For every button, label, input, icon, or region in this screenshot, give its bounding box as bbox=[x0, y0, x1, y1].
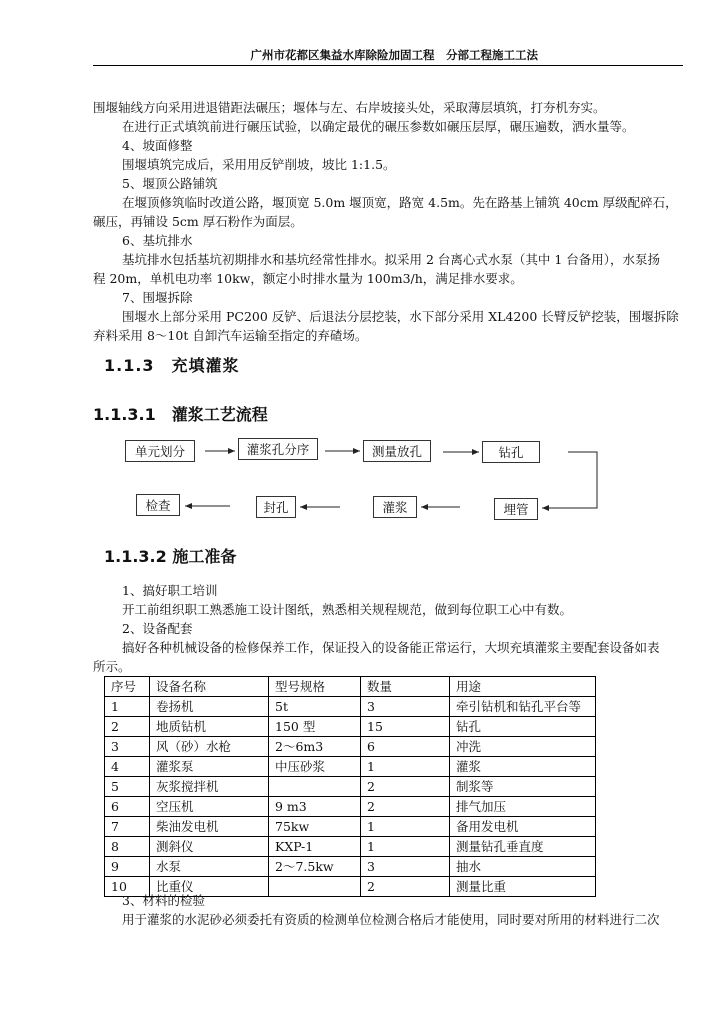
table-cell bbox=[269, 877, 361, 897]
flow-step-grouting: 灌浆 bbox=[373, 496, 417, 518]
table-row bbox=[105, 717, 596, 737]
table-cell: 150 型 bbox=[269, 717, 361, 737]
table-cell: 2～6m3 bbox=[269, 737, 361, 757]
prep-item-training: 1、搞好职工培训 bbox=[122, 583, 218, 598]
table-cell: 10 bbox=[105, 877, 150, 897]
table-cell: 1 bbox=[361, 817, 450, 837]
section-heading-1-1-3-2: 1.1.3.2 施工准备 bbox=[104, 547, 237, 566]
table-cell: 排气加压 bbox=[450, 797, 596, 817]
table-cell: 3 bbox=[361, 857, 450, 877]
table-cell: 牵引钻机和钻孔平台等 bbox=[450, 697, 596, 717]
paragraph: 围堰水上部分采用 PC200 反铲、后退法分层挖装，水下部分采用 XL4200 长臂反铲挖装，围堰拆除 bbox=[122, 309, 679, 324]
flow-step-inspection: 检查 bbox=[136, 494, 180, 516]
table-row bbox=[105, 837, 596, 857]
table-row bbox=[105, 817, 596, 837]
table-cell bbox=[269, 777, 361, 797]
table-row bbox=[105, 697, 596, 717]
paragraph: 碾压，再铺设 5cm 厚石粉作为面层。 bbox=[93, 214, 303, 229]
table-cell: 8 bbox=[105, 837, 150, 857]
paragraph: 所示。 bbox=[93, 659, 131, 674]
paragraph: 围堰填筑完成后，采用用反铲削坡，坡比 1:1.5。 bbox=[122, 157, 396, 172]
paragraph: 围堰轴线方向采用进退错距法碾压；堰体与左、右岸坡接头处，采取薄层填筑，打夯机夯实。 bbox=[93, 100, 606, 115]
section-heading-1-1-3-1: 1.1.3.1 灌浆工艺流程 bbox=[93, 405, 268, 424]
paragraph: 搞好各种机械设备的检修保养工作，保证投入的设备能正常运行，大坝充填灌浆主要配套设备如表 bbox=[122, 640, 660, 655]
table-row bbox=[105, 857, 596, 877]
subheading-slope-trim: 4、坡面修整 bbox=[122, 138, 193, 153]
table-cell: 比重仪 bbox=[150, 877, 269, 897]
paragraph: 在进行正式填筑前进行碾压试验，以确定最优的碾压参数如碾压层厚，碾压遍数，洒水量等。 bbox=[122, 119, 635, 134]
paragraph: 程 20m，单机电功率 10kw，额定小时排水量为 100m3/h，满足排水要求。 bbox=[93, 271, 523, 286]
table-cell: 1 bbox=[361, 757, 450, 777]
table-cell: 2 bbox=[361, 877, 450, 897]
header-rule bbox=[93, 65, 683, 66]
paragraph: 弃料采用 8～10t 自卸汽车运输至指定的弃碴场。 bbox=[93, 328, 368, 343]
table-cell: 空压机 bbox=[150, 797, 269, 817]
paragraph: 在堰顶修筑临时改道公路，堰顶宽 5.0m 堰顶宽，路宽 4.5m。先在路基上铺筑 40cm 厚级配碎石， bbox=[122, 195, 678, 210]
table-cell: 测量比重 bbox=[450, 877, 596, 897]
table-cell: 冲洗 bbox=[450, 737, 596, 757]
table-cell: 5 bbox=[105, 777, 150, 797]
col-header: 数量 bbox=[361, 677, 450, 697]
flow-step-drilling: 钻孔 bbox=[482, 441, 540, 463]
section-heading-1-1-3: 1.1.3 充填灌浆 bbox=[104, 356, 240, 375]
table-row bbox=[105, 797, 596, 817]
table-cell: 地质钻机 bbox=[150, 717, 269, 737]
table-cell: 5t bbox=[269, 697, 361, 717]
paragraph: 基坑排水包括基坑初期排水和基坑经常性排水。拟采用 2 台离心式水泵（其中 1 台备用），水泵扬 bbox=[122, 252, 661, 267]
table-cell: KXP-1 bbox=[269, 837, 361, 857]
table-cell: 备用发电机 bbox=[450, 817, 596, 837]
table-cell: 灰浆搅拌机 bbox=[150, 777, 269, 797]
flow-step-hole-sealing: 封孔 bbox=[256, 496, 296, 518]
flow-connector bbox=[568, 452, 597, 508]
table-cell: 2 bbox=[105, 717, 150, 737]
table-cell: 15 bbox=[361, 717, 450, 737]
table-cell: 抽水 bbox=[450, 857, 596, 877]
col-header: 用途 bbox=[450, 677, 596, 697]
table-cell: 制浆等 bbox=[450, 777, 596, 797]
table-cell: 4 bbox=[105, 757, 150, 777]
table-cell: 中压砂浆 bbox=[269, 757, 361, 777]
table-cell: 2～7.5kw bbox=[269, 857, 361, 877]
table-cell: 测量钻孔垂直度 bbox=[450, 837, 596, 857]
page-header: 广州市花都区集益水库除险加固工程 分部工程施工工法 bbox=[250, 48, 538, 62]
table-cell: 卷扬机 bbox=[150, 697, 269, 717]
table-cell: 1 bbox=[105, 697, 150, 717]
table-cell: 风（砂）水枪 bbox=[150, 737, 269, 757]
table-cell: 9 bbox=[105, 857, 150, 877]
table-row bbox=[105, 777, 596, 797]
table-cell: 6 bbox=[361, 737, 450, 757]
flow-step-unit-division: 单元划分 bbox=[125, 440, 195, 462]
table-cell: 3 bbox=[105, 737, 150, 757]
table-cell: 9 m3 bbox=[269, 797, 361, 817]
table-row bbox=[105, 737, 596, 757]
flow-step-pipe-burying: 埋管 bbox=[494, 498, 538, 520]
table-cell: 6 bbox=[105, 797, 150, 817]
table-row bbox=[105, 757, 596, 777]
paragraph: 用于灌浆的水泥砂必须委托有资质的检测单位检测合格后才能使用，同时要对所用的材料进行二次 bbox=[122, 912, 660, 927]
equipment-table bbox=[104, 676, 596, 897]
subheading-road-paving: 5、堰顶公路铺筑 bbox=[122, 176, 218, 191]
table-cell: 灌浆泵 bbox=[150, 757, 269, 777]
table-cell: 测斜仪 bbox=[150, 837, 269, 857]
table-cell: 水泵 bbox=[150, 857, 269, 877]
col-header: 序号 bbox=[105, 677, 150, 697]
table-cell: 柴油发电机 bbox=[150, 817, 269, 837]
paragraph: 开工前组织职工熟悉施工设计图纸，熟悉相关规程规范，做到每位职工心中有数。 bbox=[122, 602, 573, 617]
table-cell: 3 bbox=[361, 697, 450, 717]
table-cell: 灌浆 bbox=[450, 757, 596, 777]
col-header: 型号规格 bbox=[269, 677, 361, 697]
table-cell: 2 bbox=[361, 797, 450, 817]
subheading-cofferdam-removal: 7、围堰拆除 bbox=[122, 290, 193, 305]
flow-step-hole-sequencing: 灌浆孔分序 bbox=[238, 438, 318, 460]
col-header: 设备名称 bbox=[150, 677, 269, 697]
prep-item-materials: 3、材料的检验 bbox=[122, 893, 205, 908]
table-cell: 7 bbox=[105, 817, 150, 837]
subheading-pit-drainage: 6、基坑排水 bbox=[122, 233, 193, 248]
table-cell: 75kw bbox=[269, 817, 361, 837]
table-header-row bbox=[105, 677, 596, 697]
table-cell: 2 bbox=[361, 777, 450, 797]
prep-item-equipment: 2、设备配套 bbox=[122, 621, 193, 636]
table-cell: 钻孔 bbox=[450, 717, 596, 737]
table-cell: 1 bbox=[361, 837, 450, 857]
flow-step-hole-layout: 测量放孔 bbox=[363, 440, 431, 462]
